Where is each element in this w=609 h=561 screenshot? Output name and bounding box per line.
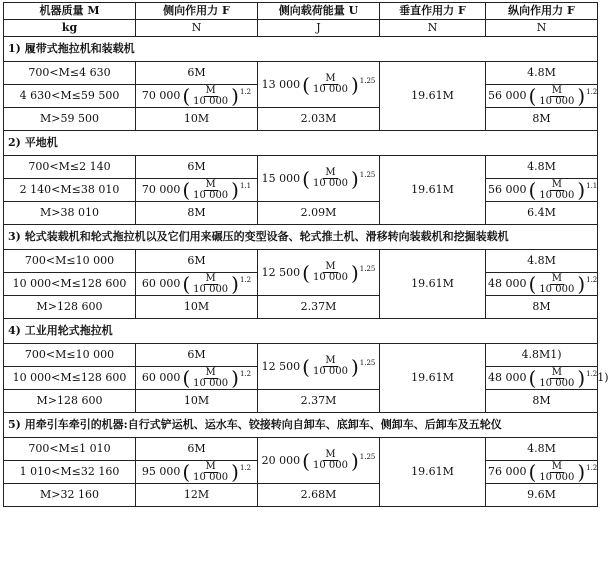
table-row: [4, 438, 598, 461]
fraction-numerator: M: [551, 272, 562, 284]
formula-exponent: 1.2: [586, 464, 598, 472]
fraction-numerator: M: [551, 366, 562, 378]
left-paren: (: [302, 448, 310, 473]
formula-coefficient: 20 000: [261, 453, 301, 467]
fraction-denominator: 10 000: [539, 471, 575, 483]
table-body: [4, 37, 609, 507]
formula-expression: [262, 74, 376, 95]
fraction-numerator: M: [325, 167, 336, 178]
header-lateral-energy: 侧向载荷能量 U: [258, 3, 380, 20]
fraction-denominator: 10 000: [312, 178, 348, 189]
formula-expression: [142, 462, 251, 483]
fraction: [191, 86, 230, 107]
section-title: 4) 工业用轮式拖拉机: [4, 319, 598, 344]
right-paren: ): [231, 366, 239, 390]
lateral-energy-formula: [258, 344, 380, 390]
mass-range: 700<M≤10 000: [4, 250, 136, 273]
mass-range: M>128 600: [4, 296, 136, 319]
fraction: [191, 274, 230, 295]
lateral-force-formula: [136, 273, 258, 296]
formula-expression: [142, 274, 251, 295]
longitudinal-force: 6.4M: [486, 202, 598, 225]
lateral-force: 10M: [136, 390, 258, 413]
formula-coefficient: 13 000: [261, 77, 301, 91]
longitudinal-force: 4.8M: [486, 438, 598, 461]
fraction-numerator: M: [325, 73, 336, 84]
longitudinal-force-formula: [486, 179, 598, 202]
vertical-force: 19.61M: [380, 438, 486, 507]
lateral-energy: 2.37M: [258, 296, 380, 319]
unit-lateral: N: [136, 20, 258, 37]
longitudinal-force: 9.6M: [486, 484, 598, 507]
formula-expression: [488, 462, 597, 483]
unit-row: [4, 20, 598, 37]
lateral-force: 6M: [136, 156, 258, 179]
section-title: 3) 轮式装载机和轮式拖拉机以及它们用来碾压的变型设备、轮式推土机、滑移转向装载机和挖掘装载机: [4, 225, 598, 250]
formula-expression: [262, 450, 376, 471]
fraction-denominator: 10 000: [312, 460, 348, 471]
left-paren: (: [182, 366, 191, 390]
formula-exponent: 1.25: [359, 264, 376, 273]
fraction: [191, 368, 230, 389]
formula-coefficient: 76 000: [488, 465, 527, 478]
formula-exponent: 1.2: [239, 370, 252, 378]
right-paren: ): [577, 178, 586, 202]
fraction: [311, 356, 350, 377]
formula-coefficient: 56 000: [488, 183, 527, 196]
formula-exponent: 1.25: [359, 76, 376, 85]
lateral-force: 6M: [136, 344, 258, 367]
fraction-numerator: M: [325, 261, 336, 272]
fraction-numerator: M: [205, 272, 216, 284]
header-vertical-force: 垂直作用力 F: [380, 3, 486, 20]
fraction: [311, 74, 350, 95]
left-paren: (: [302, 260, 310, 285]
fraction: [537, 368, 576, 389]
formula-coefficient: 70 000: [141, 183, 181, 196]
section-row: [4, 37, 598, 62]
formula-exponent: 1.2: [239, 464, 252, 472]
mass-range: 700<M≤4 630: [4, 62, 136, 85]
formula-expression: [142, 180, 251, 201]
lateral-energy: 2.09M: [258, 202, 380, 225]
fraction: [537, 462, 576, 483]
longitudinal-force: 8M: [486, 296, 598, 319]
lateral-energy-formula: [258, 156, 380, 202]
longitudinal-force-formula: [486, 461, 598, 484]
section-row: [4, 319, 598, 344]
left-paren: (: [528, 272, 537, 296]
formula-expression: [488, 368, 609, 389]
right-paren: ): [350, 260, 359, 285]
table-row: [4, 250, 598, 273]
mass-range: 700<M≤10 000: [4, 344, 136, 367]
formula-expression: [488, 274, 597, 295]
table-row: [4, 156, 598, 179]
right-paren: ): [231, 84, 239, 108]
table-row: [4, 62, 598, 85]
mass-range: 10 000<M≤128 600: [4, 273, 136, 296]
formula-exponent: 1.25: [359, 452, 376, 461]
header-mass: 机器质量 M: [4, 3, 136, 20]
right-paren: ): [577, 460, 586, 484]
formula-exponent: 1.25: [359, 170, 376, 179]
longitudinal-force: 8M: [486, 108, 598, 131]
longitudinal-force-formula: [486, 85, 598, 108]
section-title: 5) 用牵引车牵引的机器:自行式铲运机、运水车、铰接转向自卸车、底卸车、侧卸车、后卸车及五轮仪: [4, 413, 598, 438]
left-paren: (: [528, 84, 537, 108]
section-row: [4, 413, 598, 438]
left-paren: (: [528, 178, 537, 202]
longitudinal-force-formula: [486, 273, 598, 296]
table-row: [4, 484, 598, 507]
fraction-numerator: M: [551, 84, 562, 96]
lateral-force: 10M: [136, 108, 258, 131]
fraction-numerator: M: [205, 178, 216, 190]
longitudinal-force-formula: [486, 366, 609, 390]
fraction-numerator: M: [325, 355, 336, 366]
formula-expression: [262, 356, 376, 377]
mass-range: M>59 500: [4, 108, 136, 131]
unit-vertical: N: [380, 20, 486, 37]
right-paren: ): [577, 272, 586, 296]
right-paren: ): [350, 72, 359, 97]
right-paren: ): [231, 272, 239, 296]
header-lateral-force: 侧向作用力 F: [136, 3, 258, 20]
lateral-energy: 2.37M: [258, 390, 380, 413]
header-longitudinal-force: 纵向作用力 F: [486, 3, 598, 20]
fraction-denominator: 10 000: [193, 283, 229, 295]
fraction-denominator: 10 000: [312, 272, 348, 283]
fraction-denominator: 10 000: [193, 471, 229, 483]
fraction-denominator: 10 000: [539, 189, 575, 201]
fraction-denominator: 10 000: [193, 189, 229, 201]
right-paren: ): [577, 366, 586, 390]
formula-coefficient: 56 000: [488, 89, 527, 102]
lateral-energy-formula: [258, 438, 380, 484]
formula-expression: [262, 262, 376, 283]
unit-mass: kg: [4, 20, 136, 37]
section-title: 2) 平地机: [4, 131, 598, 156]
footnote-ref: 1): [597, 371, 609, 384]
lateral-force: 10M: [136, 296, 258, 319]
table-row: [4, 108, 598, 131]
fraction: [191, 462, 230, 483]
formula-exponent: 1.2: [239, 276, 252, 284]
fraction-numerator: M: [205, 460, 216, 472]
fraction-denominator: 10 000: [193, 377, 229, 389]
section-title: 1) 履带式拖拉机和装载机: [4, 37, 598, 62]
formula-expression: [142, 86, 251, 107]
lateral-energy-formula: [258, 250, 380, 296]
formula-coefficient: 48 000: [488, 277, 527, 290]
lateral-energy: 2.68M: [258, 484, 380, 507]
force-requirements-table: [3, 2, 609, 507]
longitudinal-force: 4.8M1): [486, 344, 598, 367]
section-row: [4, 225, 598, 250]
lateral-energy-formula: [258, 62, 380, 108]
lateral-force-formula: [136, 179, 258, 202]
formula-coefficient: 95 000: [141, 465, 181, 478]
left-paren: (: [528, 460, 537, 484]
fraction-numerator: M: [551, 460, 562, 472]
fraction-denominator: 10 000: [312, 84, 348, 95]
lateral-force: 6M: [136, 250, 258, 273]
mass-range: 1 010<M≤32 160: [4, 461, 136, 484]
formula-exponent: 1.2: [239, 88, 252, 96]
formula-coefficient: 12 500: [261, 359, 301, 373]
table-row: [4, 202, 598, 225]
mass-range: 10 000<M≤128 600: [4, 367, 136, 390]
longitudinal-force: 4.8M: [486, 250, 598, 273]
mass-range: 700<M≤1 010: [4, 438, 136, 461]
left-paren: (: [302, 166, 310, 191]
fraction-denominator: 10 000: [539, 377, 575, 389]
fraction: [537, 274, 576, 295]
lateral-force-formula: [136, 85, 258, 108]
fraction-numerator: M: [551, 178, 562, 190]
formula-expression: [488, 180, 597, 201]
right-paren: ): [350, 354, 359, 379]
fraction-denominator: 10 000: [193, 95, 229, 107]
right-paren: ): [350, 166, 359, 191]
vertical-force: 19.61M: [380, 62, 486, 131]
lateral-force-formula: [136, 367, 258, 390]
formula-coefficient: 60 000: [141, 371, 181, 384]
mass-range: M>128 600: [4, 390, 136, 413]
right-paren: ): [577, 84, 586, 108]
fraction: [311, 262, 350, 283]
formula-exponent: 1.2: [586, 276, 598, 284]
formula-coefficient: 70 000: [141, 89, 181, 102]
mass-range: 4 630<M≤59 500: [4, 85, 136, 108]
formula-expression: [262, 168, 376, 189]
right-paren: ): [231, 460, 239, 484]
left-paren: (: [528, 366, 537, 390]
table-row: [4, 390, 598, 413]
formula-coefficient: 15 000: [261, 171, 301, 185]
left-paren: (: [182, 460, 191, 484]
header-row: [4, 3, 598, 20]
formula-exponent: 1.25: [359, 358, 376, 367]
longitudinal-force: 8M: [486, 390, 598, 413]
mass-range: M>38 010: [4, 202, 136, 225]
fraction-denominator: 10 000: [539, 95, 575, 107]
vertical-force: 19.61M: [380, 156, 486, 225]
formula-exponent: 1.2: [586, 88, 598, 96]
fraction: [311, 168, 350, 189]
mass-range: 700<M≤2 140: [4, 156, 136, 179]
formula-exponent: 1.1: [239, 182, 252, 190]
fraction: [537, 180, 576, 201]
section-row: [4, 131, 598, 156]
formula-coefficient: 12 500: [261, 265, 301, 279]
longitudinal-force: 4.8M: [486, 62, 598, 85]
fraction-numerator: M: [205, 84, 216, 96]
fraction: [537, 86, 576, 107]
right-paren: ): [231, 178, 239, 202]
table-row: [4, 344, 598, 367]
lateral-force: 12M: [136, 484, 258, 507]
right-paren: ): [350, 448, 359, 473]
fraction-numerator: M: [325, 449, 336, 460]
formula-exponent: 1.1: [586, 182, 598, 190]
fraction: [191, 180, 230, 201]
unit-energy: J: [258, 20, 380, 37]
lateral-energy: 2.03M: [258, 108, 380, 131]
left-paren: (: [302, 354, 310, 379]
mass-range: M>32 160: [4, 484, 136, 507]
fraction-numerator: M: [205, 366, 216, 378]
left-paren: (: [182, 272, 191, 296]
left-paren: (: [302, 72, 310, 97]
left-paren: (: [182, 178, 191, 202]
fraction: [311, 450, 350, 471]
formula-expression: [142, 368, 251, 389]
lateral-force: 6M: [136, 62, 258, 85]
unit-longitudinal: N: [486, 20, 598, 37]
left-paren: (: [182, 84, 191, 108]
lateral-force: 8M: [136, 202, 258, 225]
formula-expression: [488, 86, 597, 107]
lateral-force-formula: [136, 461, 258, 484]
fraction-denominator: 10 000: [312, 366, 348, 377]
table-row: [4, 296, 598, 319]
lateral-force: 6M: [136, 438, 258, 461]
formula-coefficient: 60 000: [141, 277, 181, 290]
formula-coefficient: 48 000: [488, 371, 527, 384]
mass-range: 2 140<M≤38 010: [4, 179, 136, 202]
longitudinal-force: 4.8M: [486, 156, 598, 179]
formula-exponent: 1.2: [586, 370, 598, 378]
fraction-denominator: 10 000: [539, 283, 575, 295]
vertical-force: 19.61M: [380, 344, 486, 413]
vertical-force: 19.61M: [380, 250, 486, 319]
